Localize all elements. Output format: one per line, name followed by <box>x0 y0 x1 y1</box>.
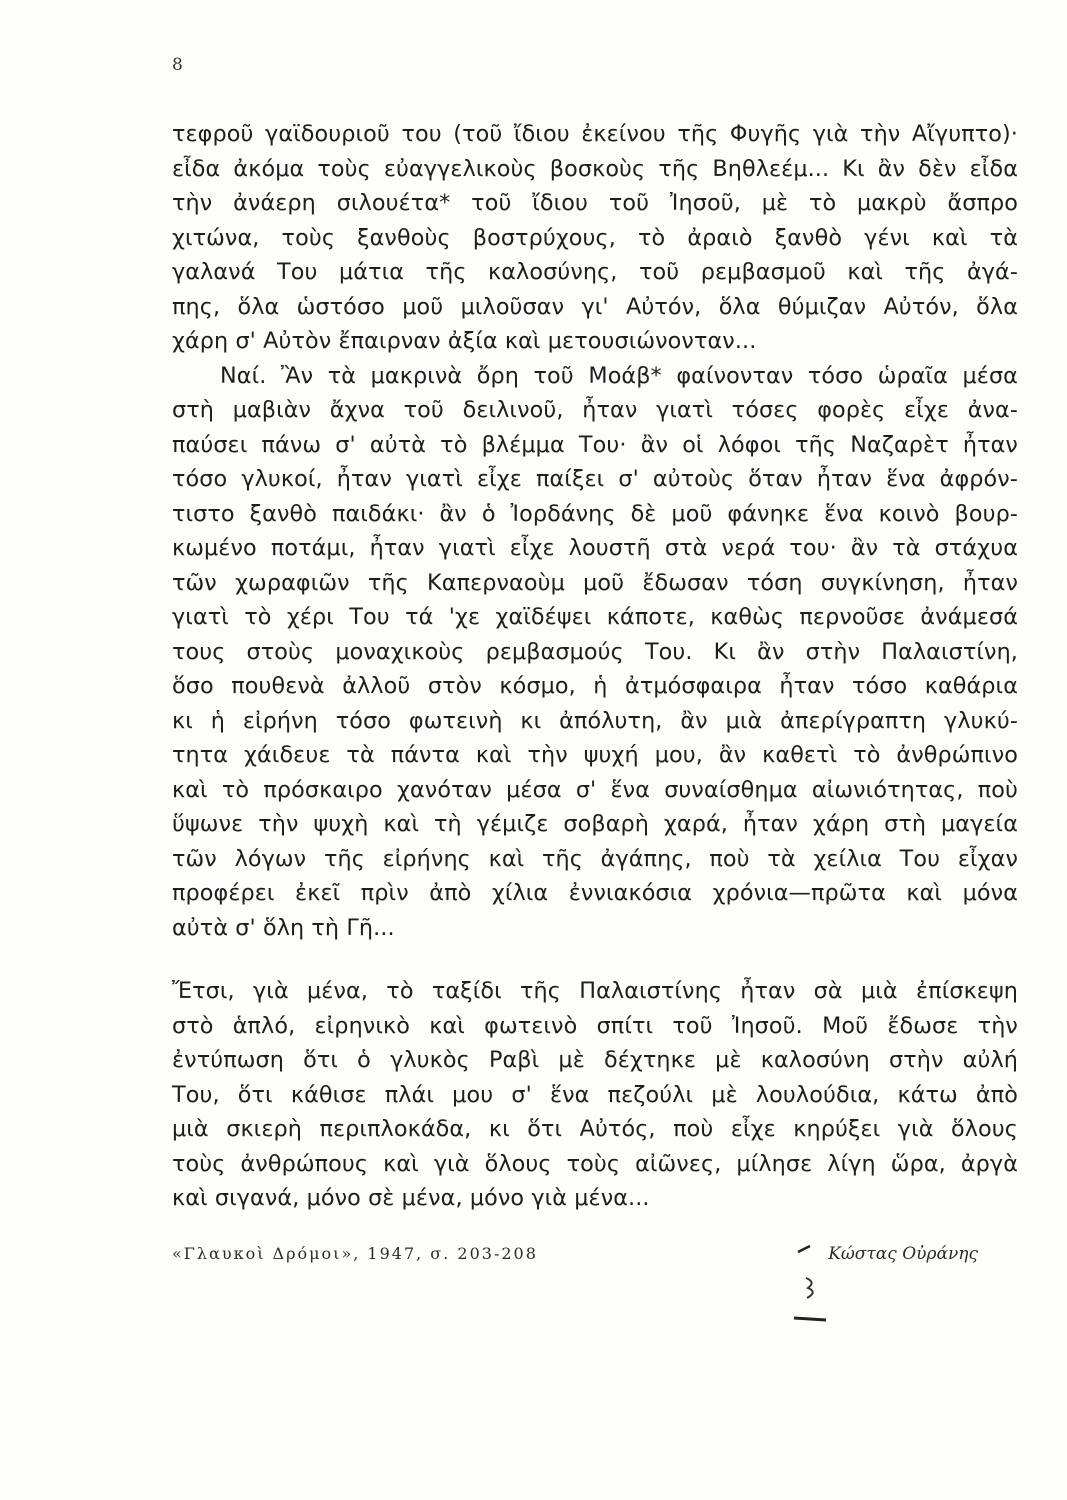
author-name: Κώστας Οὐράνης <box>828 1244 978 1264</box>
text-line: τὴν ἀνάερη σιλουέτα* τοῦ ἴδιου τοῦ Ἰησοῦ, μὲ τὸ μακρὺ ἄσπρο <box>172 190 1018 216</box>
text-line: τοὺς ἀνθρώπους καὶ γιὰ ὅλους τοὺς αἰῶνες, μίλησε λίγη ὥρα, ἀργὰ <box>172 1150 1018 1177</box>
text-line: κωμένο ποτάμι, ἦταν γιατὶ εἶχε λουστῆ στὰ νερά του· ἂν τὰ στάχυα <box>172 535 1018 561</box>
paragraph <box>172 359 1018 946</box>
text-line: χιτώνα, τοὺς ξανθοὺς βοστρύχους, τὸ ἀραιὸ ξανθὸ γένι καὶ τὰ <box>172 224 1018 251</box>
text-line: μιὰ σκιερὴ περιπλοκάδα, κι ὅτι Αὐτός, ποὺ εἶχε κηρύξει γιὰ ὅλους <box>172 1116 1018 1142</box>
text-line: τῶν χωραφιῶν τῆς Καπερναοὺμ μοῦ ἔδωσαν τόση συγκίνηση, ἦταν <box>172 569 1018 596</box>
text-line: στὸ ἁπλό, εἰρηνικὸ καὶ φωτεινὸ σπίτι τοῦ Ἰησοῦ. Μοῦ ἔδωσε τὴν <box>172 1012 1018 1039</box>
text-line: Ἔτσι, γιὰ μένα, τὸ ταξίδι τῆς Παλαιστίνης ἦταν σὰ μιὰ ἐπίσκεψη <box>172 978 1018 1004</box>
text-line: ἐντύπωση ὅτι ὁ γλυκὸς Ραβὶ μὲ δέχτηκε μὲ καλοσύνη στὴν αὐλή <box>172 1047 1018 1073</box>
text-line: Ναί. Ἂν τὰ μακρινὰ ὄρη τοῦ Μοάβ* φαίνονταν τόσο ὡραῖα μέσα <box>220 362 1018 389</box>
text-line: πης, ὅλα ὡστόσο μοῦ μιλοῦσαν γι' Αὐτόν, ὅλα θύμιζαν Αὐτόν, ὅλα <box>172 293 1018 320</box>
source-citation: «Γλαυκοὶ Δρόμοι», 1947, σ. 203-208 <box>172 1244 538 1263</box>
text-line: προφέρει ἐκεῖ πρὶν ἀπὸ χίλια ἐννιακόσια χρόνια—πρῶτα καὶ μόνα <box>172 880 1018 906</box>
text-line: τιστο ξανθὸ παιδάκι· ἂν ὁ Ἰορδάνης δὲ μοῦ φάνηκε ἕνα κοινὸ βουρ- <box>172 500 1018 527</box>
text-line: καὶ τὸ πρόσκαιρο χανόταν μέσα σ' ἕνα συναίσθημα αἰωνιότητας, ποὺ <box>172 776 1018 803</box>
text-line: ὕψωνε τὴν ψυχὴ καὶ τὴ γέμιζε σοβαρὴ χαρά, ἦταν χάρη στὴ μαγεία <box>172 811 1018 837</box>
paragraph-gap <box>172 945 1018 974</box>
paragraph <box>172 974 1018 1216</box>
ornament-mark <box>780 1230 840 1330</box>
text-line: ὅσο πουθενὰ ἀλλοῦ στὸν κόσμο, ἡ ἀτμόσφαιρα ἦταν τόσο καθάρια <box>172 673 1018 699</box>
body-text <box>172 117 1018 1216</box>
text-line: αὐτὰ σ' ὅλη τὴ Γῆ... <box>172 914 395 941</box>
text-line: καὶ σιγανά, μόνο σὲ μένα, μόνο γιὰ μένα... <box>172 1185 650 1211</box>
text-line: τητα χάιδευε τὰ πάντα καὶ τὴν ψυχή μου, ἂν καθετὶ τὸ ἀνθρώπινο <box>172 742 1018 768</box>
text-line: γιατὶ τὸ χέρι Του τά 'χε χαϊδέψει κάποτε, καθὼς περνοῦσε ἀνάμεσά <box>172 604 1018 630</box>
text-line: τόσο γλυκοί, ἦταν γιατὶ εἶχε παίξει σ' αὐτοὺς ὅταν ἦταν ἕνα ἀφρόν- <box>172 466 1018 492</box>
text-line: τεφροῦ γαϊδουριοῦ του (τοῦ ἴδιου ἐκείνου τῆς Φυγῆς γιὰ τὴν Αἴγυπτο)· <box>172 121 1018 147</box>
text-line: τους στοὺς μοναχικοὺς ρεμβασμούς Του. Κι ἂν στὴν Παλαιστίνη, <box>172 638 1018 665</box>
paragraph <box>172 117 1018 359</box>
text-line: Του, ὅτι κάθισε πλάι μου σ' ἕνα πεζούλι μὲ λουλούδια, κάτω ἀπὸ <box>172 1081 1018 1108</box>
text-line: παύσει πάνω σ' αὐτὰ τὸ βλέμμα Του· ἂν οἱ λόφοι τῆς Ναζαρὲτ ἦταν <box>172 431 1018 458</box>
text-line: γαλανά Του μάτια τῆς καλοσύνης, τοῦ ρεμβασμοῦ καὶ τῆς ἀγά- <box>172 259 1018 285</box>
text-line: χάρη σ' Αὐτὸν ἔπαιρναν ἀξία καὶ μετουσιώνονταν... <box>172 328 757 354</box>
text-line: εἶδα ἀκόμα τοὺς εὐαγγελικοὺς βοσκοὺς τῆς Βηθλεέμ... Κι ἂν δὲν εἶδα <box>172 155 1018 182</box>
text-line: στὴ μαβιὰν ἄχνα τοῦ δειλινοῦ, ἦταν γιατὶ τόσες φορὲς εἶχε ἀνα- <box>172 397 1018 423</box>
text-line: τῶν λόγων τῆς εἰρήνης καὶ τῆς ἀγάπης, ποὺ τὰ χείλια Του εἶχαν <box>172 845 1018 872</box>
page-number: 8 <box>172 55 183 75</box>
citation-footer <box>172 1236 1018 1276</box>
text-line: κι ἡ εἰρήνη τόσο φωτεινὴ κι ἀπόλυτη, ἂν μιὰ ἀπερίγραπτη γλυκύ- <box>172 707 1018 734</box>
